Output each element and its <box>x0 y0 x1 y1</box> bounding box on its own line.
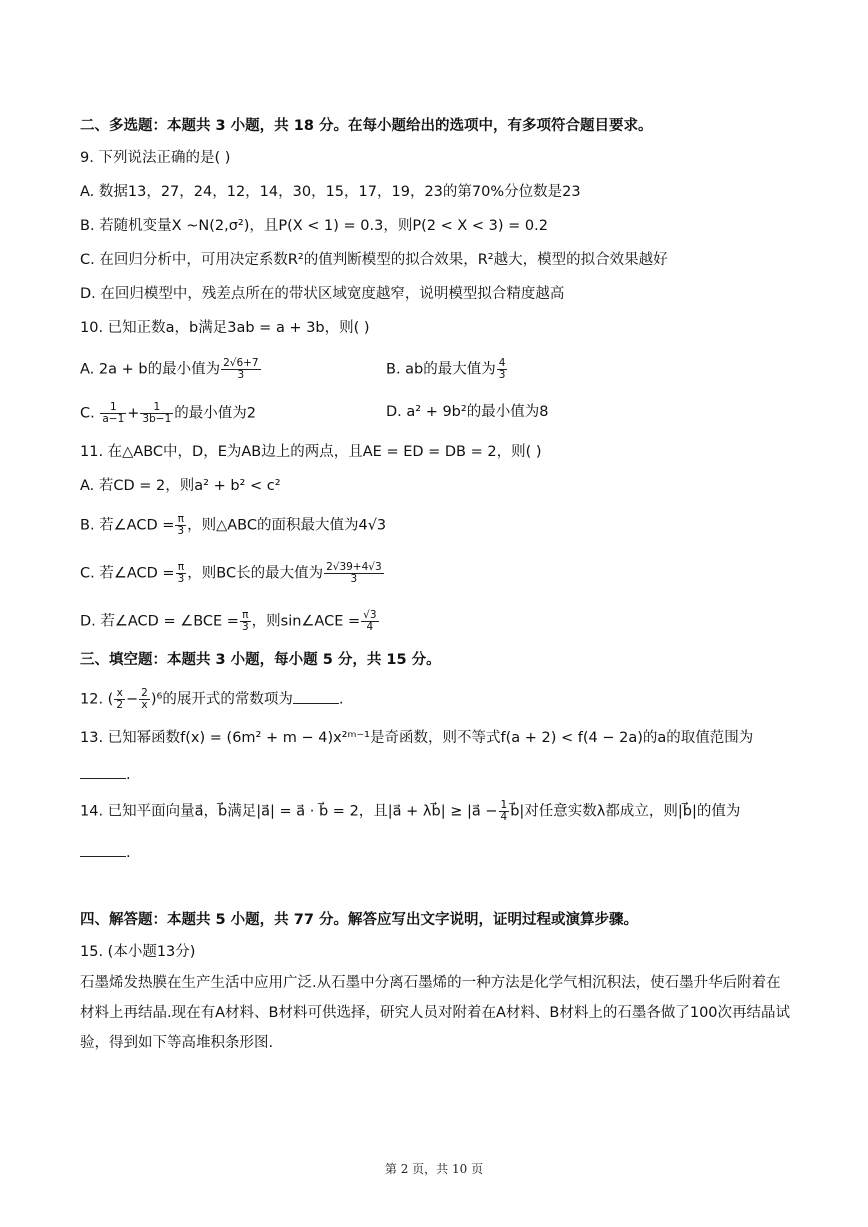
q11-c-denominator-2: 3 <box>350 573 358 585</box>
q12-fraction-1 <box>114 688 125 711</box>
q14-text <box>80 800 740 823</box>
q10-c-plus: + <box>127 405 140 422</box>
q11-b-numerator: π <box>175 514 186 526</box>
q11-option-c <box>80 562 385 585</box>
q12-minus: − <box>126 691 139 708</box>
q11-d-numerator-2: √3 <box>363 609 377 621</box>
q10-a-numerator: 2√6+7 <box>223 357 259 369</box>
q11-c-numerator-1: π <box>176 562 187 574</box>
page-footer: 第 2 页，共 10 页 <box>384 1162 484 1176</box>
q11-b-denominator: 3 <box>177 525 185 537</box>
q10-option-a <box>80 358 262 381</box>
q11-d-text-2: ，则sin∠ACE = <box>251 613 361 630</box>
q11-b-fraction <box>175 514 186 537</box>
q15-stem: 15. (本小题13分) <box>80 944 196 960</box>
q11-c-text-1: C. 若∠ACD = <box>80 565 175 582</box>
q12-numerator-1: x <box>114 688 125 700</box>
q9-stem: 9. 下列说法正确的是( ) <box>80 150 231 166</box>
q10-c-fraction-2 <box>140 402 173 425</box>
section-2-heading: 二、多选题：本题共 3 小题，共 18 分。在每小题给出的选项中，有多项符合题目要求。 <box>80 118 653 134</box>
q11-c-text-2: ，则BC长的最大值为 <box>187 565 324 582</box>
q10-a-denominator: 3 <box>237 369 245 381</box>
q12-text-1: 12. ( <box>80 691 114 708</box>
q11-stem: 11. 在△ABC中，D，E为AB边上的两点，且AE = ED = DB = 2，则( ) <box>80 444 542 460</box>
q10-c-numerator-1: 1 <box>100 402 126 414</box>
q11-d-denominator-1: 3 <box>241 621 249 633</box>
q10-c-text: 的最小值为2 <box>174 405 256 422</box>
q10-option-d: D. a² + 9b²的最小值为8 <box>386 404 549 420</box>
q14-fraction <box>499 800 510 823</box>
q11-c-fraction-2 <box>324 562 384 585</box>
q12-period: . <box>338 691 344 708</box>
q10-b-denominator: 3 <box>498 369 506 381</box>
q10-c-denominator-2: 3b−1 <box>142 413 172 425</box>
q10-b-numerator: 4 <box>498 357 506 369</box>
q13-period: . <box>126 767 131 783</box>
q10-a-fraction <box>221 358 261 381</box>
q10-c-fraction-1 <box>100 402 126 425</box>
q9-option-a: A. 数据13，27，24，12，14，30，15，17，19，23的第70%分位数是23 <box>80 184 581 200</box>
q9-option-c: C. 在回归分析中，可用决定系数R²的值判断模型的拟合效果，R²越大，模型的拟合效果越好 <box>80 252 668 268</box>
q11-d-numerator-1: π <box>240 610 251 622</box>
q10-a-text: A. 2a + b的最小值为 <box>80 361 221 378</box>
q14-period: . <box>126 845 131 861</box>
q11-d-text-1: D. 若∠ACD = ∠BCE = <box>80 613 239 630</box>
q9-option-b: B. 若随机变量X ~N(2,σ²)，且P(X < 1) = 0.3，则P(2 < X < 3) = 0.2 <box>80 218 548 234</box>
q9-option-d: D. 在回归模型中，残差点所在的带状区域宽度越窄，说明模型拟合精度越高 <box>80 286 565 302</box>
q14-text-1: 14. 已知平面向量a⃗，b⃗满足|a⃗| = a⃗ · b⃗ = 2，且|a⃗ + λb⃗| ≥ |a⃗ − <box>80 803 498 820</box>
q10-stem: 10. 已知正数a，b满足3ab = a + 3b，则( ) <box>80 320 370 336</box>
q12-answer-blank[interactable] <box>293 689 339 704</box>
q12-denominator-1: 2 <box>116 699 124 711</box>
q13-text: 13. 已知幂函数f(x) = (6m² + m − 4)x²ᵐ⁻¹是奇函数，则不等式f(a + 2) < f(4 − 2a)的a的取值范围为 <box>80 730 754 746</box>
q13-answer-line <box>80 764 131 785</box>
q10-b-fraction <box>497 358 508 381</box>
q11-option-d <box>80 610 380 633</box>
q12-numerator-2: 2 <box>141 687 148 699</box>
q11-d-denominator-2: 4 <box>366 621 374 633</box>
q12-denominator-2: x <box>141 699 148 711</box>
q11-d-fraction-1 <box>240 610 251 633</box>
q11-option-b <box>80 514 386 537</box>
q10-b-text: B. ab的最大值为 <box>386 361 496 378</box>
q14-answer-line <box>80 842 131 863</box>
q10-option-b <box>386 358 508 381</box>
q13-answer-blank[interactable] <box>80 764 126 779</box>
q10-c-denominator-1: a−1 <box>102 413 125 425</box>
q11-option-a: A. 若CD = 2，则a² + b² < c² <box>80 478 281 494</box>
q11-d-fraction-2 <box>361 610 378 633</box>
q11-b-text-2: ，则△ABC的面积最大值为4√3 <box>187 517 387 534</box>
q14-numerator: 1 <box>500 799 508 811</box>
q10-c-label: C. <box>80 405 100 422</box>
q10-option-c <box>80 402 256 425</box>
q14-answer-blank[interactable] <box>80 842 126 857</box>
q12-fraction-2 <box>139 688 150 711</box>
section-3-heading: 三、填空题：本题共 3 小题，每小题 5 分，共 15 分。 <box>80 652 441 668</box>
q15-paragraph: 石墨烯发热膜在生产生活中应用广泛.从石墨中分离石墨烯的一种方法是化学气相沉积法，使石墨升华后附着在材料上再结晶.现在有A材料、B材料可供选择，研究人员对附着在A材料、B材料上的石墨各做了100次再结晶试验，得到如下等高堆积条形图. <box>80 975 791 1051</box>
q11-c-fraction-1 <box>176 562 187 585</box>
q14-text-2: b⃗|对任意实数λ都成立，则|b⃗|的值为 <box>510 803 741 820</box>
section-4-heading: 四、解答题：本题共 5 小题，共 77 分。解答应写出文字说明，证明过程或演算步骤。 <box>80 912 638 928</box>
q11-c-numerator-2: 2√39+4√3 <box>326 561 382 573</box>
q10-c-numerator-2: 1 <box>140 402 173 414</box>
q11-c-denominator-1: 3 <box>177 573 185 585</box>
q14-denominator: 4 <box>500 811 508 823</box>
q11-b-text-1: B. 若∠ACD = <box>80 517 175 534</box>
q12 <box>80 688 343 711</box>
q12-text-2: )⁶的展开式的常数项为 <box>150 691 293 708</box>
